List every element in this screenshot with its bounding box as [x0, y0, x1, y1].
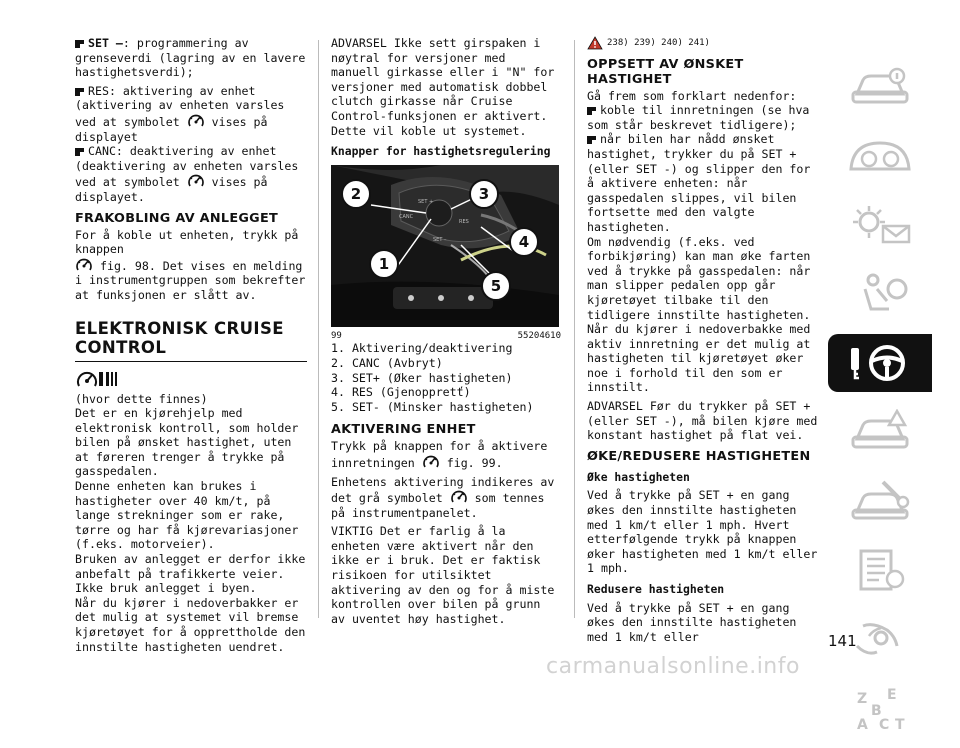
column-divider [574, 40, 575, 618]
label-canc: CANC [399, 213, 414, 220]
cruise-control-icon [450, 489, 468, 505]
para-oke: Ved å trykke på SET + en gang økes den innstilte hastigheten med 1 km/t eller 1 mph. Hvert etterfølgende trykk på knappen øker hastigheten med 1 km/t eller 1 mph. [587, 488, 818, 576]
alphabet-index-icon [843, 685, 917, 731]
button-list [331, 341, 561, 414]
para-redusere: Ved å trykke på SET + en gang økes den innstilte hastigheten med 1 km/t eller [587, 600, 797, 644]
label-set-minus: SET – [433, 236, 447, 243]
callout-badge: 1 [369, 249, 399, 279]
watermark: carmanualsonline.info [546, 654, 800, 679]
para-gaa: Gå frem som forklart nedenfor: [587, 88, 797, 103]
list-item: 5. SET- (Minsker hastigheten) [331, 399, 534, 414]
heading-cruise-control: ELEKTRONISK CRUISE CONTROL [75, 319, 307, 362]
warning-triangle-icon [587, 36, 603, 50]
tab-warning-lights[interactable] [828, 403, 932, 461]
tab-alphabet-index[interactable] [828, 679, 932, 737]
item-naar: når bilen har nådd ønsket hastighet, trykker du på SET + (eller SET -) og slipper den for å aktivere enheten: når gasspedalen slippes, vil bilen fortsette med den valgte hastigheten. [587, 132, 811, 234]
para-indikering: Enhetens aktivering indikeres av det grå symbolet som tennes på instrumentpanelet. [331, 474, 555, 520]
wrench-car-icon [843, 478, 917, 524]
tab-wrench-car[interactable] [828, 472, 932, 530]
airbag-seat-icon [843, 271, 917, 317]
callout-badge: 4 [509, 227, 539, 257]
heading-redusere-hastigheten: Redusere hastigheten [587, 582, 725, 596]
bullet-icon [587, 107, 596, 115]
heading-oke-redusere: ØKE/REDUSERE HASTIGHETEN [587, 448, 811, 464]
page-number: 141 [828, 632, 857, 650]
list-item: 2. CANC (Avbryt) [331, 355, 443, 370]
para-nedover: Når du kjører i nedoverbakker er det mulig at systemet vil bremse kjøretøyet for å opprettholde den innstilte hastigheten uendret. [75, 595, 306, 654]
para-advarsel-set: ADVARSEL Før du trykker på SET + (eller SET -), må bilen kjøre med konstant hastighet på flat vei. [587, 399, 818, 443]
svg-text:E: E [887, 687, 897, 703]
specs-list-icon [843, 547, 917, 593]
dashboard-icon [843, 133, 917, 179]
item-res: RES: aktivering av enhet (aktivering av enheten varsles ved at symbolet vises på displayet [75, 83, 285, 144]
adaptive-cruise-icon [75, 368, 121, 390]
label-set-plus: SET + [418, 198, 434, 205]
para-aktivering: Trykk på knappen for å aktivere innretningen fig. 99. [331, 439, 548, 470]
svg-text:Z: Z [857, 691, 868, 707]
warning-lights-icon [843, 409, 917, 455]
para-nodvendig: Om nødvendig (f.eks. ved forbikjøring) kan man øke farten ved å trykke på gasspedalen: når man slipper pedalen opp går kjøretøyet tilbake til den tidligere innstilte hastigheten. [587, 234, 811, 322]
cruise-control-icon [422, 454, 440, 470]
car-info-icon [843, 64, 917, 110]
para-advarsel: ADVARSEL Ikke sett girspaken i nøytral for versjoner med manuell girkasse eller i "N" for versjoner med automatisk dobbel clutch girkasse når Cruise Control-funksjonen er aktivert. Dette vil koble ut systemet. [331, 36, 555, 138]
cruise-control-icon [187, 113, 205, 129]
warning-references: 238) 239) 240) 241) [587, 36, 819, 51]
heading-oppsett: OPPSETT AV ØNSKET HASTIGHET [587, 56, 744, 87]
svg-text:A: A [857, 717, 868, 731]
list-item: 1. Aktivering/deaktivering [331, 341, 513, 356]
tab-specs-list[interactable] [828, 541, 932, 599]
para-bruk: Denne enheten kan brukes i hastigheter over 40 km/t, på lange strekninger som er rake, tørre og har få kjørevariasjoner (f.eks. motorveier). [75, 479, 299, 552]
column-right [587, 36, 819, 648]
lights-mail-icon [843, 202, 917, 248]
heading-knapper: Knapper for hastighetsregulering [331, 144, 551, 159]
heading-frakobling: FRAKOBLING AV ANLEGGET [75, 210, 279, 226]
item-canc: CANC: deaktivering av enhet (deaktivering av enheten varsles ved at symbolet vises på displayet. [75, 144, 299, 204]
bullet-icon [75, 88, 84, 96]
svg-text:C: C [879, 717, 890, 731]
heading-aktivering: AKTIVERING ENHET [331, 422, 476, 438]
list-item: 4. RES (Gjenoppretť) [331, 385, 471, 400]
bullet-icon [587, 136, 596, 144]
column-left [75, 36, 307, 658]
tab-dashboard[interactable] [828, 127, 932, 185]
para-nedoverbakke: Når du kjører i nedoverbakke med aktiv innretning er det mulig at hastigheten til kjøretøyet øker noe i forhold til den som er innstilt. [587, 322, 811, 395]
callout-badge: 3 [469, 179, 499, 209]
column-middle [331, 36, 561, 630]
figure-code: 55204610 [517, 330, 561, 341]
figure-number: 99 [331, 330, 342, 341]
para-hvor: (hvor dette finnes) [75, 391, 208, 406]
steering-wheel-figure [331, 165, 559, 327]
callout-badge: 2 [341, 179, 371, 209]
key-steering-wheel-icon [843, 340, 917, 386]
item-koble: koble til innretningen (se hva som står beskrevet tidligere); [587, 103, 810, 132]
svg-text:T: T [895, 717, 905, 731]
bullet-icon [75, 148, 84, 156]
para-bykjoring: Bruken av anlegget er derfor ikke anbefalt på trafikkerte veier. Ikke bruk anlegget i byen. [75, 552, 306, 596]
bullet-icon [75, 40, 84, 48]
column-divider [318, 40, 319, 618]
callout-badge: 5 [481, 271, 511, 301]
tab-key-steering-wheel[interactable] [828, 334, 932, 392]
tab-lights-mail[interactable] [828, 196, 932, 254]
item-set: SET –: programmering av grenseverdi (lagring av en lavere hastighetsverdi); [75, 36, 306, 80]
cruise-control-icon [187, 173, 205, 189]
tab-car-info[interactable] [828, 58, 932, 116]
list-item: 3. SET+ (Øker hastigheten) [331, 370, 513, 385]
heading-oke-hastigheten: Øke hastigheten [587, 469, 690, 484]
cruise-control-icon [75, 257, 93, 273]
svg-text:B: B [871, 703, 882, 719]
para-frakobling: For å koble ut enheten, trykk på knappen fig. 98. Det vises en melding i instrumentgruppen som bekrefter at funksjonen er slått av. [75, 227, 306, 302]
para-viktig: VIKTIG Det er farlig å la enheten være aktivert når den ikke er i bruk. Det er faktisk risikoen for utilsiktet aktivering av den og for å miste kontrollen over bilen på grunn av uventet høy hastighet. [331, 524, 555, 626]
tab-airbag-seat[interactable] [828, 265, 932, 323]
label-res: RES [459, 218, 469, 225]
para-intro: Det er en kjørehjelp med elektronisk kontroll, som holder bilen på ønsket hastighet, uten at føreren trenger å trykke på gasspedalen. [75, 406, 299, 479]
